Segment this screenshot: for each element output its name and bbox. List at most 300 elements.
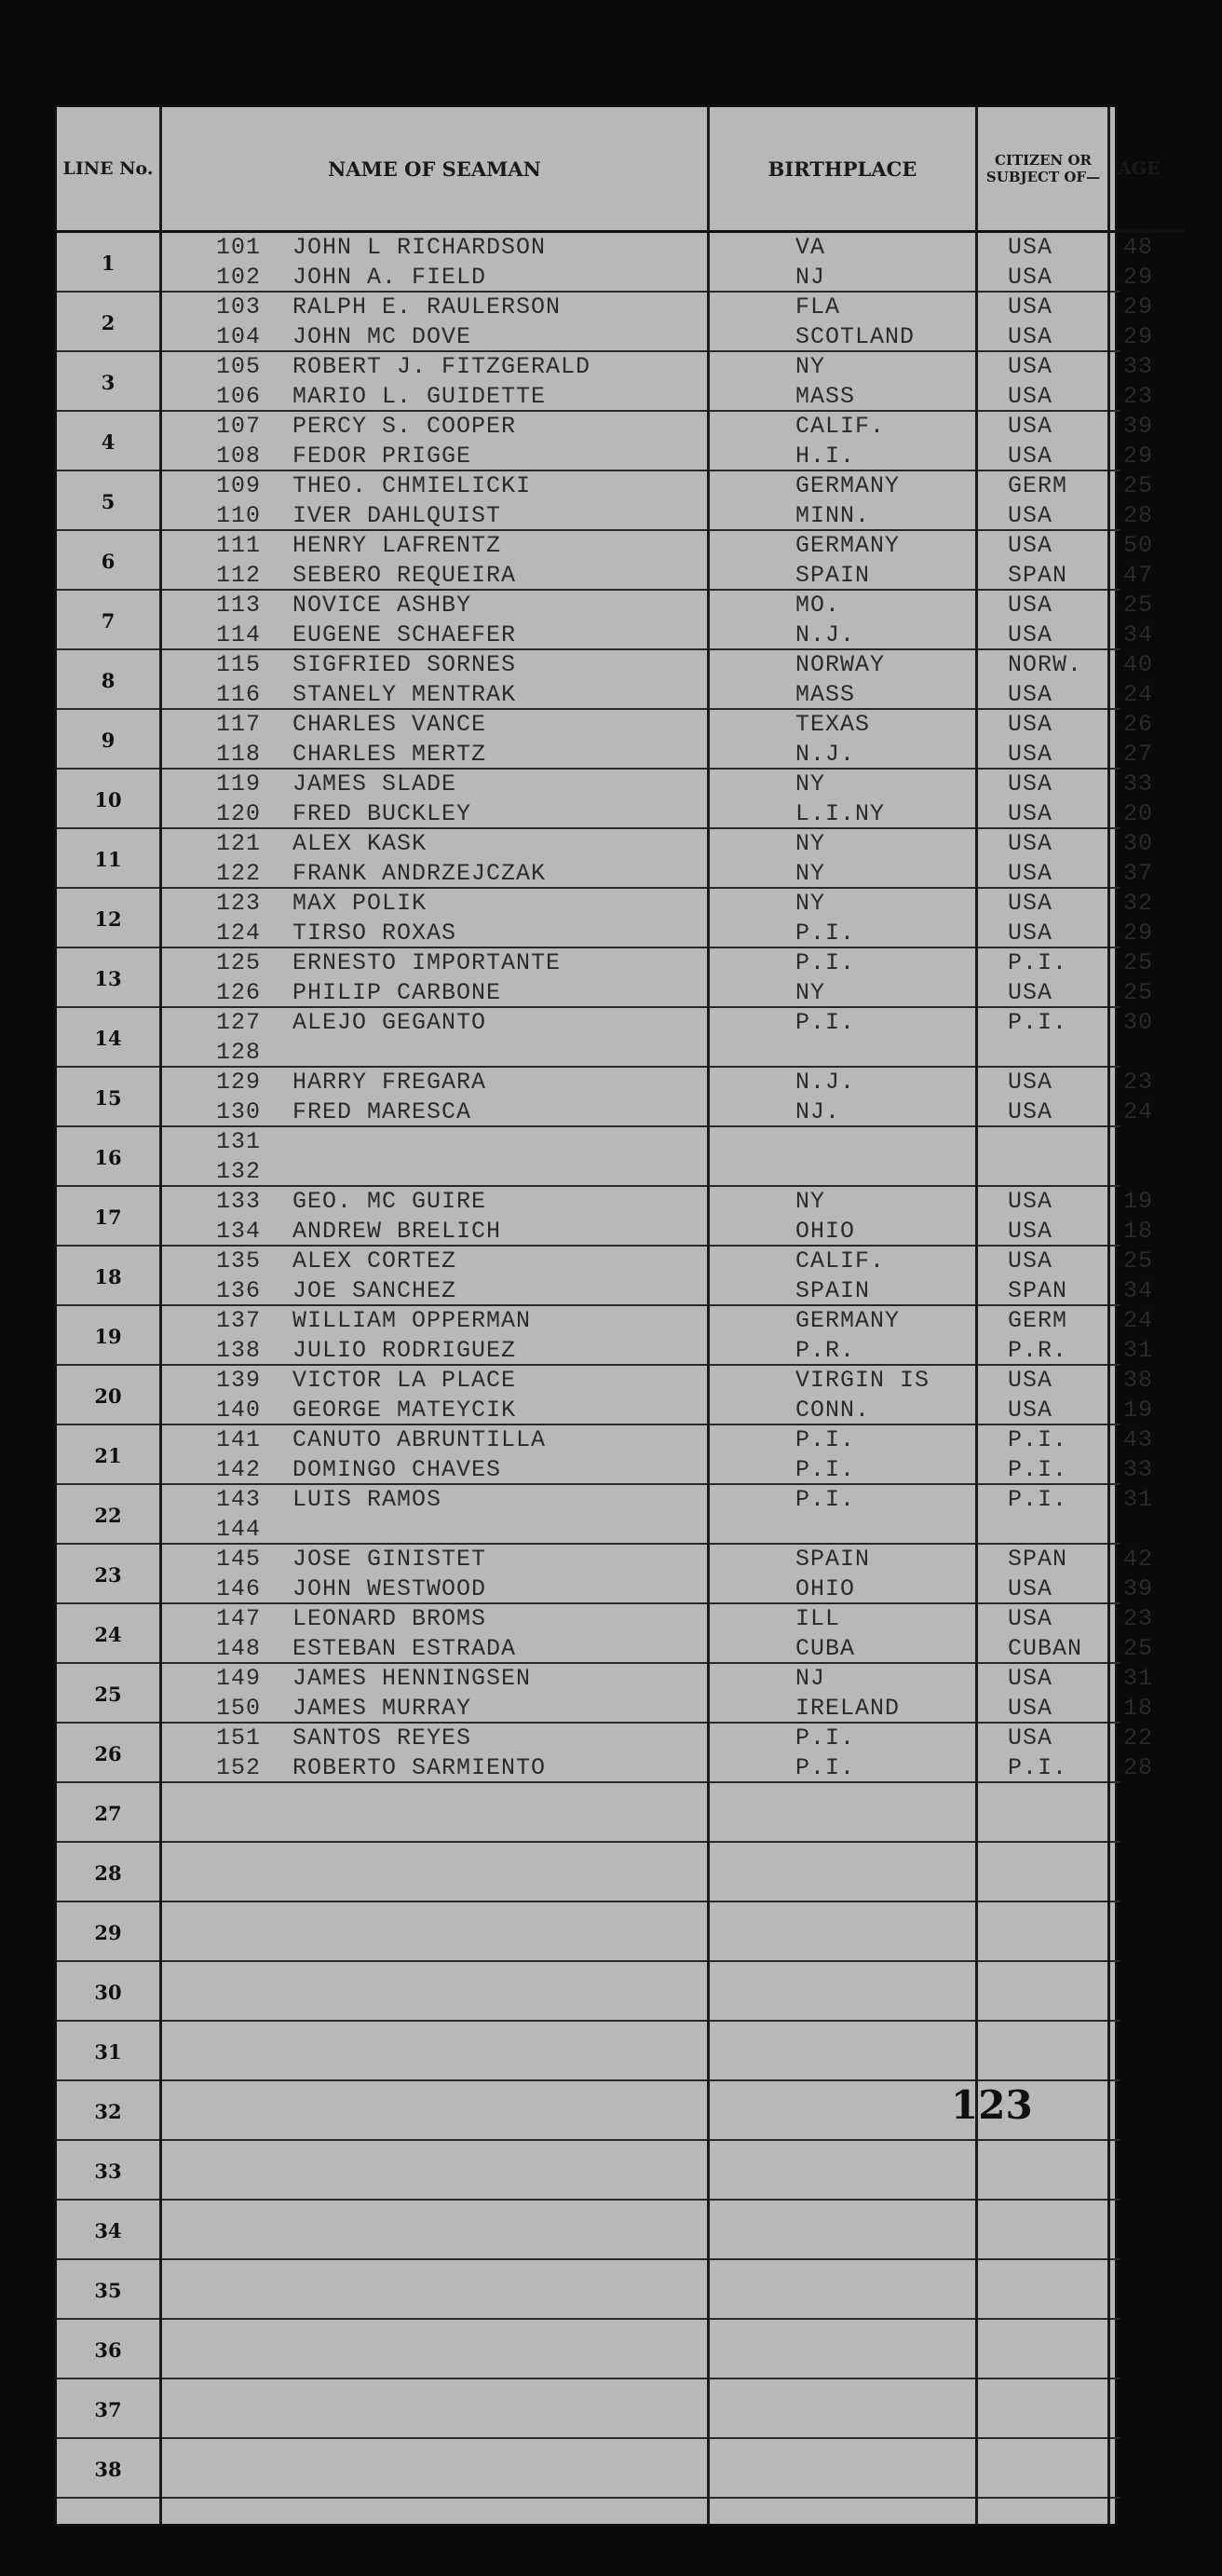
- birthplace: L.I.NY: [795, 800, 886, 827]
- table-row: [57, 2439, 1120, 2499]
- table-row: [57, 2320, 1120, 2379]
- seaman-name: SANTOS REYES: [292, 1724, 472, 1751]
- entry-number: 112: [216, 562, 262, 589]
- seaman-name: HENRY LAFRENTZ: [292, 532, 502, 559]
- seaman-name: GEORGE MATEYCIK: [292, 1397, 517, 1424]
- table-row: [57, 1366, 1154, 1425]
- seaman-name: JAMES SLADE: [292, 770, 457, 797]
- line-number: 13: [94, 966, 122, 990]
- entry-number: 140: [216, 1397, 262, 1424]
- citizenship: USA: [1008, 890, 1053, 917]
- entry-number: 141: [216, 1426, 262, 1453]
- birthplace: VIRGIN IS: [795, 1367, 930, 1394]
- age: 33: [1123, 1456, 1154, 1483]
- table-row: [57, 1485, 1154, 1545]
- age: 18: [1123, 1695, 1154, 1722]
- seaman-name: NOVICE ASHBY: [292, 592, 472, 619]
- citizenship: USA: [1008, 800, 1053, 827]
- age: 25: [1123, 979, 1154, 1006]
- birthplace: MO.: [795, 592, 841, 619]
- age: 25: [1123, 949, 1154, 976]
- citizenship: USA: [1008, 979, 1053, 1006]
- birthplace: CALIF.: [795, 1247, 886, 1274]
- birthplace: CUBA: [795, 1635, 856, 1662]
- line-number: 18: [94, 1264, 122, 1288]
- age: 29: [1123, 920, 1154, 947]
- entry-number: 151: [216, 1724, 262, 1751]
- citizenship: NORW.: [1008, 651, 1083, 678]
- table-row: [57, 2260, 1120, 2320]
- entry-number: 114: [216, 621, 262, 648]
- age: 25: [1123, 592, 1154, 619]
- line-number: 2: [101, 310, 115, 334]
- table-row: [57, 293, 1154, 352]
- seaman-name: PERCY S. COOPER: [292, 413, 517, 440]
- entry-number: 139: [216, 1367, 262, 1394]
- citizenship: P.R.: [1008, 1337, 1068, 1364]
- age: 29: [1123, 293, 1154, 320]
- age: 34: [1123, 1277, 1154, 1304]
- seaman-name: CHARLES MERTZ: [292, 741, 487, 768]
- table-row: [57, 531, 1154, 591]
- seaman-name: LUIS RAMOS: [292, 1486, 442, 1513]
- citizenship: USA: [1008, 1188, 1053, 1215]
- seaman-name: MAX POLIK: [292, 890, 428, 917]
- line-number: 8: [101, 668, 115, 692]
- seaman-name: STANELY MENTRAK: [292, 681, 517, 708]
- line-number: 30: [94, 1980, 122, 2004]
- line-number: 9: [101, 728, 115, 752]
- entry-number: 148: [216, 1635, 262, 1662]
- citizenship: USA: [1008, 711, 1053, 738]
- birthplace: N.J.: [795, 1069, 856, 1096]
- entry-number: 116: [216, 681, 262, 708]
- seaman-name: ROBERT J. FITZGERALD: [292, 353, 591, 380]
- citizenship: USA: [1008, 1605, 1053, 1632]
- citizenship: USA: [1008, 1695, 1053, 1722]
- citizenship: USA: [1008, 1367, 1053, 1394]
- seaman-name: ALEX KASK: [292, 830, 428, 857]
- table-row: [57, 1902, 1120, 1962]
- seaman-name: TIRSO ROXAS: [292, 920, 457, 947]
- birthplace: TEXAS: [795, 711, 871, 738]
- seaman-name: ROBERTO SARMIENTO: [292, 1754, 547, 1781]
- age: 26: [1123, 711, 1154, 738]
- birthplace: CONN.: [795, 1397, 871, 1424]
- age: 22: [1123, 1724, 1154, 1751]
- citizenship: USA: [1008, 920, 1053, 947]
- table-row: [57, 770, 1154, 829]
- birthplace: SPAIN: [795, 1546, 871, 1573]
- column-divider: [975, 107, 978, 2524]
- citizenship: P.I.: [1008, 949, 1068, 976]
- birthplace: P.I.: [795, 920, 856, 947]
- entry-number: 125: [216, 949, 262, 976]
- table-row: [57, 2022, 1120, 2081]
- birthplace: P.I.: [795, 1009, 856, 1036]
- seaman-name: JAMES MURRAY: [292, 1695, 472, 1722]
- age: 48: [1123, 234, 1154, 261]
- table-row: [57, 829, 1154, 889]
- seaman-name: RALPH E. RAULERSON: [292, 293, 562, 320]
- citizenship: SPAN: [1008, 1546, 1068, 1573]
- table-row: [57, 1783, 1120, 1843]
- birthplace: NY: [795, 860, 826, 887]
- seaman-name: ANDREW BRELICH: [292, 1218, 502, 1245]
- line-number: 35: [94, 2278, 122, 2302]
- citizenship: GERM: [1008, 1307, 1068, 1334]
- seaman-name: ALEJO GEGANTO: [292, 1009, 487, 1036]
- column-divider: [159, 107, 162, 2524]
- seaman-name: JOHN A. FIELD: [292, 264, 487, 291]
- entry-number: 128: [216, 1039, 262, 1066]
- table-row: [57, 471, 1154, 531]
- entry-number: 107: [216, 413, 262, 440]
- birthplace: MASS: [795, 383, 856, 410]
- seaman-name: HARRY FREGARA: [292, 1069, 487, 1096]
- birthplace: N.J.: [795, 741, 856, 768]
- citizenship: USA: [1008, 1665, 1053, 1692]
- birthplace: FLA: [795, 293, 841, 320]
- seaman-name: IVER DAHLQUIST: [292, 502, 502, 529]
- birthplace: NJ: [795, 264, 826, 291]
- citizenship: USA: [1008, 1218, 1053, 1245]
- age: 25: [1123, 1635, 1154, 1662]
- seaman-name: FRANK ANDRZEJCZAK: [292, 860, 547, 887]
- birthplace: VA: [795, 234, 826, 261]
- citizenship: USA: [1008, 1069, 1053, 1096]
- entry-number: 119: [216, 770, 262, 797]
- line-number: 24: [94, 1622, 122, 1646]
- citizenship: USA: [1008, 860, 1053, 887]
- line-number: 22: [94, 1503, 122, 1527]
- seaman-name: CHARLES VANCE: [292, 711, 487, 738]
- entry-number: 138: [216, 1337, 262, 1364]
- table-row: [57, 1604, 1154, 1664]
- birthplace: NY: [795, 1188, 826, 1215]
- birthplace: N.J.: [795, 621, 856, 648]
- age: 23: [1123, 383, 1154, 410]
- table-row: [57, 1127, 1120, 1187]
- age: 24: [1123, 1307, 1154, 1334]
- age: 29: [1123, 264, 1154, 291]
- birthplace: P.I.: [795, 1456, 856, 1483]
- entry-number: 117: [216, 711, 262, 738]
- birthplace: MASS: [795, 681, 856, 708]
- entry-number: 135: [216, 1247, 262, 1274]
- table-row: [57, 1664, 1154, 1724]
- line-number: 15: [94, 1085, 122, 1110]
- birthplace: NY: [795, 770, 826, 797]
- seaman-name: GEO. MC GUIRE: [292, 1188, 487, 1215]
- seaman-name: PHILIP CARBONE: [292, 979, 502, 1006]
- age: 19: [1123, 1397, 1154, 1424]
- entry-number: 126: [216, 979, 262, 1006]
- citizenship: P.I.: [1008, 1754, 1068, 1781]
- birthplace: MINN.: [795, 502, 871, 529]
- entry-number: 149: [216, 1665, 262, 1692]
- birthplace: SPAIN: [795, 562, 871, 589]
- citizenship: USA: [1008, 443, 1053, 470]
- seaman-name: FEDOR PRIGGE: [292, 443, 472, 470]
- line-number: 23: [94, 1562, 122, 1587]
- citizenship: USA: [1008, 1724, 1053, 1751]
- seaman-name: ERNESTO IMPORTANTE: [292, 949, 562, 976]
- line-number: 4: [101, 429, 115, 454]
- line-number: 3: [101, 370, 115, 394]
- birthplace: NORWAY: [795, 651, 886, 678]
- line-number: 5: [101, 489, 115, 513]
- birthplace: P.I.: [795, 1724, 856, 1751]
- citizenship: P.I.: [1008, 1426, 1068, 1453]
- line-number: 6: [101, 549, 115, 573]
- line-number: 31: [94, 2039, 122, 2064]
- seaman-name: JOE SANCHEZ: [292, 1277, 457, 1304]
- column-divider: [707, 107, 710, 2524]
- age: 23: [1123, 1605, 1154, 1632]
- citizenship: P.I.: [1008, 1486, 1068, 1513]
- citizenship: USA: [1008, 234, 1053, 261]
- age: 47: [1123, 562, 1154, 589]
- age: 24: [1123, 681, 1154, 708]
- entry-number: 102: [216, 264, 262, 291]
- entry-number: 147: [216, 1605, 262, 1632]
- citizenship: USA: [1008, 413, 1053, 440]
- birthplace: NY: [795, 353, 826, 380]
- citizenship: USA: [1008, 1098, 1053, 1125]
- citizenship: USA: [1008, 353, 1053, 380]
- line-number: 37: [94, 2397, 122, 2421]
- citizenship: USA: [1008, 383, 1053, 410]
- birthplace: NJ.: [795, 1098, 841, 1125]
- entry-number: 144: [216, 1516, 262, 1543]
- seaman-name: JULIO RODRIGUEZ: [292, 1337, 517, 1364]
- seaman-name: ALEX CORTEZ: [292, 1247, 457, 1274]
- table-row: [57, 1306, 1154, 1366]
- age: 24: [1123, 1098, 1154, 1125]
- header-age: AGE: [1110, 107, 1185, 233]
- table-row: [57, 1545, 1154, 1604]
- citizenship: SPAN: [1008, 562, 1068, 589]
- seaman-name: VICTOR LA PLACE: [292, 1367, 517, 1394]
- table-row: [57, 233, 1154, 293]
- birthplace: SPAIN: [795, 1277, 871, 1304]
- age: 33: [1123, 770, 1154, 797]
- citizenship: USA: [1008, 741, 1053, 768]
- line-number: 29: [94, 1920, 122, 1944]
- age: 50: [1123, 532, 1154, 559]
- age: 30: [1123, 1009, 1154, 1036]
- page-number-stamp: 123: [951, 2082, 1033, 2128]
- birthplace: H.I.: [795, 443, 856, 470]
- citizenship: USA: [1008, 770, 1053, 797]
- age: 40: [1123, 651, 1154, 678]
- line-number: 28: [94, 1860, 122, 1885]
- table-row: [57, 650, 1154, 710]
- line-number: 38: [94, 2457, 122, 2481]
- table-row: [57, 1068, 1154, 1127]
- entry-number: 108: [216, 443, 262, 470]
- entry-number: 132: [216, 1158, 262, 1185]
- table-row: [57, 412, 1154, 471]
- birthplace: P.I.: [795, 1486, 856, 1513]
- seaman-name: FRED BUCKLEY: [292, 800, 472, 827]
- header-name-of-seaman: NAME OF SEAMAN: [162, 107, 707, 233]
- age: 32: [1123, 890, 1154, 917]
- age: 28: [1123, 1754, 1154, 1781]
- age: 34: [1123, 621, 1154, 648]
- citizenship: USA: [1008, 621, 1053, 648]
- header-citizen-of: CITIZEN OR SUBJECT OF—: [978, 107, 1108, 233]
- age: 31: [1123, 1337, 1154, 1364]
- entry-number: 118: [216, 741, 262, 768]
- entry-number: 150: [216, 1695, 262, 1722]
- age: 37: [1123, 860, 1154, 887]
- birthplace: P.I.: [795, 1426, 856, 1453]
- birthplace: OHIO: [795, 1575, 856, 1602]
- column-divider: [1107, 107, 1110, 2524]
- entry-number: 145: [216, 1546, 262, 1573]
- entry-number: 124: [216, 920, 262, 947]
- age: 33: [1123, 353, 1154, 380]
- seaman-name: FRED MARESCA: [292, 1098, 472, 1125]
- header-line-no: LINE No.: [57, 107, 159, 233]
- table-row: [57, 1843, 1120, 1902]
- seaman-name: DOMINGO CHAVES: [292, 1456, 502, 1483]
- entry-number: 127: [216, 1009, 262, 1036]
- birthplace: NY: [795, 890, 826, 917]
- citizenship: USA: [1008, 830, 1053, 857]
- citizenship: USA: [1008, 532, 1053, 559]
- entry-number: 133: [216, 1188, 262, 1215]
- birthplace: IRELAND: [795, 1695, 901, 1722]
- table-row: [57, 1008, 1154, 1068]
- table-row: [57, 1724, 1154, 1783]
- citizenship: USA: [1008, 592, 1053, 619]
- table-row: [57, 1425, 1154, 1485]
- line-number: 21: [94, 1443, 122, 1467]
- entry-number: 146: [216, 1575, 262, 1602]
- table-row: [57, 2379, 1120, 2439]
- citizenship: USA: [1008, 293, 1053, 320]
- table-row: [57, 2201, 1120, 2260]
- table-row: [57, 591, 1154, 650]
- entry-number: 134: [216, 1218, 262, 1245]
- table-row: [57, 352, 1154, 412]
- line-number: 7: [101, 608, 115, 633]
- line-number: 27: [94, 1801, 122, 1825]
- seaman-name: ESTEBAN ESTRADA: [292, 1635, 517, 1662]
- birthplace: NY: [795, 830, 826, 857]
- entry-number: 110: [216, 502, 262, 529]
- line-number: 25: [94, 1682, 122, 1706]
- line-number: 17: [94, 1205, 122, 1229]
- birthplace: P.R.: [795, 1337, 856, 1364]
- citizenship: USA: [1008, 681, 1053, 708]
- entry-number: 129: [216, 1069, 262, 1096]
- entry-number: 123: [216, 890, 262, 917]
- crew-list-sheet: [54, 104, 1161, 2527]
- age: 25: [1123, 1247, 1154, 1274]
- seaman-name: THEO. CHMIELICKI: [292, 472, 532, 499]
- seaman-name: JAMES HENNINGSEN: [292, 1665, 532, 1692]
- line-number: 14: [94, 1026, 122, 1050]
- entry-number: 136: [216, 1277, 262, 1304]
- birthplace: GERMANY: [795, 1307, 901, 1334]
- entry-number: 143: [216, 1486, 262, 1513]
- birthplace: SCOTLAND: [795, 323, 916, 350]
- birthplace: OHIO: [795, 1218, 856, 1245]
- age: 30: [1123, 830, 1154, 857]
- entry-number: 121: [216, 830, 262, 857]
- age: 31: [1123, 1665, 1154, 1692]
- age: 18: [1123, 1218, 1154, 1245]
- age: 43: [1123, 1426, 1154, 1453]
- seaman-name: JOHN WESTWOOD: [292, 1575, 487, 1602]
- entry-number: 122: [216, 860, 262, 887]
- table-row: [57, 1187, 1154, 1247]
- citizenship: USA: [1008, 1397, 1053, 1424]
- entry-number: 111: [216, 532, 262, 559]
- entry-number: 130: [216, 1098, 262, 1125]
- entry-number: 152: [216, 1754, 262, 1781]
- entry-number: 104: [216, 323, 262, 350]
- birthplace: NY: [795, 979, 826, 1006]
- entry-number: 105: [216, 353, 262, 380]
- table-row: [57, 1962, 1120, 2022]
- line-number: 34: [94, 2218, 122, 2242]
- seaman-name: JOHN MC DOVE: [292, 323, 472, 350]
- seaman-name: SEBERO REQUEIRA: [292, 562, 517, 589]
- line-number: 26: [94, 1741, 122, 1765]
- citizenship: P.I.: [1008, 1456, 1068, 1483]
- age: 29: [1123, 443, 1154, 470]
- citizenship: CUBAN: [1008, 1635, 1083, 1662]
- seaman-name: EUGENE SCHAEFER: [292, 621, 517, 648]
- line-number: 20: [94, 1383, 122, 1408]
- entry-number: 101: [216, 234, 262, 261]
- seaman-name: LEONARD BROMS: [292, 1605, 487, 1632]
- entry-number: 142: [216, 1456, 262, 1483]
- entry-number: 113: [216, 592, 262, 619]
- citizenship: USA: [1008, 264, 1053, 291]
- citizenship: SPAN: [1008, 1277, 1068, 1304]
- citizenship: GERM: [1008, 472, 1068, 499]
- header-birthplace: BIRTHPLACE: [710, 107, 975, 233]
- entry-number: 106: [216, 383, 262, 410]
- line-number: 1: [101, 251, 115, 275]
- table-row: [57, 710, 1154, 770]
- seaman-name: MARIO L. GUIDETTE: [292, 383, 547, 410]
- age: 29: [1123, 323, 1154, 350]
- seaman-name: SIGFRIED SORNES: [292, 651, 517, 678]
- birthplace: NJ: [795, 1665, 826, 1692]
- seaman-name: CANUTO ABRUNTILLA: [292, 1426, 547, 1453]
- age: 25: [1123, 472, 1154, 499]
- table-row: [57, 948, 1154, 1008]
- age: 28: [1123, 502, 1154, 529]
- age: 27: [1123, 741, 1154, 768]
- birthplace: ILL: [795, 1605, 841, 1632]
- birthplace: P.I.: [795, 1754, 856, 1781]
- table-row: [57, 889, 1154, 948]
- age: 31: [1123, 1486, 1154, 1513]
- citizenship: USA: [1008, 1575, 1053, 1602]
- seaman-name: WILLIAM OPPERMAN: [292, 1307, 532, 1334]
- seaman-name: JOHN L RICHARDSON: [292, 234, 547, 261]
- line-number: 12: [94, 906, 122, 931]
- seaman-name: JOSE GINISTET: [292, 1546, 487, 1573]
